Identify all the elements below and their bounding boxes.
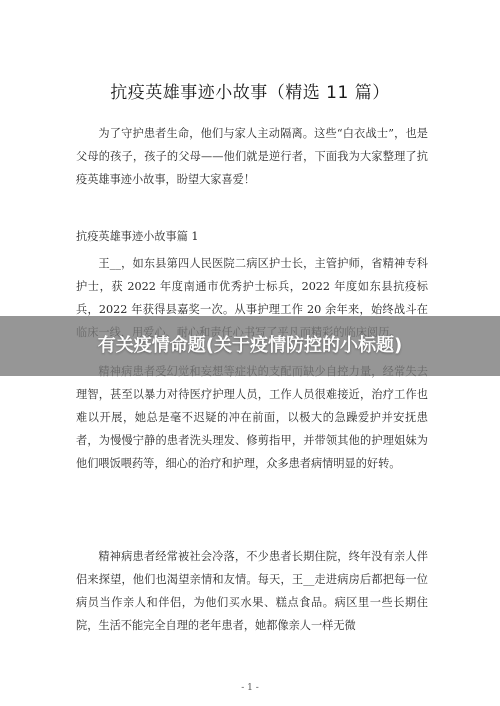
title-overlay-banner [0,316,500,376]
body-paragraph-1: 王__，如东县第四人民医院二病区护士长，主管护师，省精神专科护士，获 2022 年度南通市优秀护士标兵，2022 年度如东县抗疫标兵，2022 年获得县嘉奖一次。从事护理工作 20 余年来，始终战斗在 [76,257,428,316]
intro-paragraph: 为了守护患者生命，他们与家人主动隔离。这些“白衣战士”，也是父母的孩子，孩子的父母——他们就是逆行者，下面我为大家整理了抗疫英雄事迹小故事，盼望大家喜爱！ [76,127,428,186]
section-heading: 抗疫英雄事迹小故事篇 1 [76,230,199,243]
page-number: - 1 - [241,683,259,693]
overlay-title: 有关疫情命题(关于疫情防控的小标题) [97,335,403,356]
document-title: 抗疫英雄事迹小故事（精选 11 篇） [110,83,390,103]
body-paragraph-2: 理智，甚至以暴力对待医疗护理人员，工作人员很难接近，治疗工作也难以开展，她总是毫不迟疑的冲在前面，以极大的急躁爱护并安抚患者，为慢慢宁静的患者洗头理发、修剪指甲，并带领其他的护理姐妹为他们喂饭喂药等，细心的治疗和护理，众多患者病情明显的好转。 [76,388,428,470]
body-paragraph-3: 精神病患者经常被社会冷落，不少患者长期住院，终年没有亲人伴侣来探望，他们也渴望亲情和友情。每天，王__走进病房后都把每一位病员当作亲人和伴侣，为他们买水果、糕点食品。病区里一些长期住院，生活不能完全自理的老年患者，她都像亲人一样无微 [76,550,428,632]
